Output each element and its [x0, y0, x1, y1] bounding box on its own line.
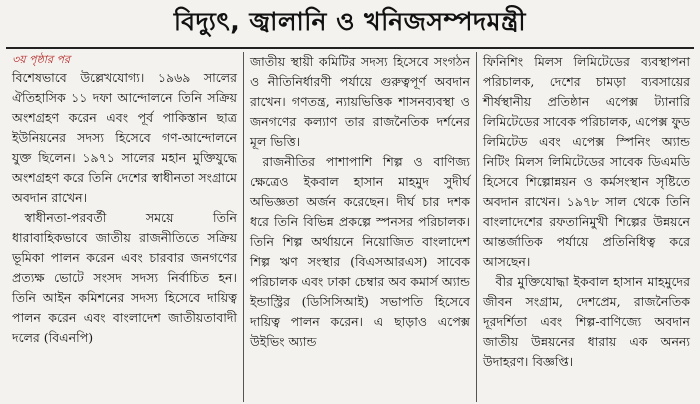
paragraph: বিশেষভাবে উল্লেখযোগ্য। ১৯৬৯ সালের ঐতিহাসিক ১১ দফা আন্দোলনে তিনি সক্রিয় অংশগ্রহণ করেন এবং পূর্ব পাকিস্তান ছাত্র ইউনিয়নের সদস্য হিসেবে গণ-আন্দোলনে যুক্ত ছিলেন। ১৯৭১ সালের মহান মুক্তিযুদ্ধে অংশগ্রহণ করে তিনি দেশের স্বাধীনতা সংগ্রামে অবদান রাখেন।: [12, 70, 237, 205]
paragraph: স্বাধীনতা-পরবর্তী সময়ে তিনি ধারাবাহিকভাবে জাতীয় রাজনীতিতে সক্রিয় ভূমিকা পালন করেন এবং চারবার জনগণের প্রত্যক্ষ ভোটে সংসদ সদস্য নির্বাচিত হন। তিনি আইন কমিশনের সদস্য হিসেবে দায়িত্ব পালন করেন এবং বাংলাদেশ জাতীয়তাবাদী দলের (বিএনপি): [12, 210, 237, 345]
column-1: [6, 52, 243, 402]
column-2: [243, 52, 476, 402]
paragraph: ফিনিশিং মিলস লিমিটেডের ব্যবস্থাপনা পরিচালক, দেশের চামড়া ব্যবসায়ের শীর্ষস্থানীয় প্রতিষ্ঠান এপেক্স ট্যানারি লিমিটেডের সাবেক পরিচালক, এপেক্স ফুড লিমিটেড এবং এপেক্স স্পিনিং অ্যান্ড নিটিং মিলস লিমিটেডের সাবেক ডিএমডি হিসেবে শিল্পোন্নয়ন ও কর্মসংস্থান সৃষ্টিতে অবদান রাখেন। ১৯৭৮ সাল থেকে তিনি বাংলাদেশের রফতানিমুখী শিল্পের উন্নয়নে আন্তর্জাতিক পর্যায়ে প্রতিনিধিত্ব করে আসছেন।: [483, 54, 690, 269]
headline-rule: [6, 47, 694, 49]
paragraph: জাতীয় স্থায়ী কমিটির সদস্য হিসেবে সংগঠন ও নীতিনির্ধারণী পর্যায়ে গুরুত্বপূর্ণ অবদান রাখেন। গণতন্ত্র, ন্যায়ভিত্তিক শাসনব্যবস্থা ও জনগণের কল্যাণ তার রাজনৈতিক দর্শনের মূল ভিত্তি।: [250, 54, 470, 149]
paragraph: রাজনীতির পাশাপাশি শিল্প ও বাণিজ্য ক্ষেত্রেও ইকবাল হাসান মাহমুদ সুদীর্ঘ অভিজ্ঞতা অর্জন করেছেন। দীর্ঘ চার দশক ধরে তিনি বিভিন্ন প্রকল্পে স্পনসর পরিচালক। তিনি শিল্প অর্থায়নে নিয়োজিত বাংলাদেশ শিল্প ঋণ সংস্থার (বিএসআরএস) সাবেক পরিচালক এবং ঢাকা চেম্বার অব কমার্স অ্যান্ড ইন্ডাস্ট্রির (ডিসিসিআই) সভাপতি হিসেবে দায়িত্ব পালন করেন। এ ছাড়াও এপেক্স উইভিং অ্যান্ড: [250, 154, 470, 349]
paragraph: বীর মুক্তিযোদ্ধা ইকবাল হাসান মাহমুদের জীবন সংগ্রাম, দেশপ্রেম, রাজনৈতিক দূরদর্শিতা এবং শিল্প-বাণিজ্যে অবদান জাতীয় উন্নয়নের ধারায় এক অনন্য উদাহরণ। বিজ্ঞপ্তি।: [483, 274, 690, 369]
article-columns: [6, 52, 696, 402]
headline: বিদ্যুৎ, জ্বালানি ও খনিজসম্পদমন্ত্রী: [173, 7, 527, 36]
continuation-label: ৩য় পৃষ্ঠার পর: [12, 53, 71, 66]
column-3: [476, 52, 696, 402]
